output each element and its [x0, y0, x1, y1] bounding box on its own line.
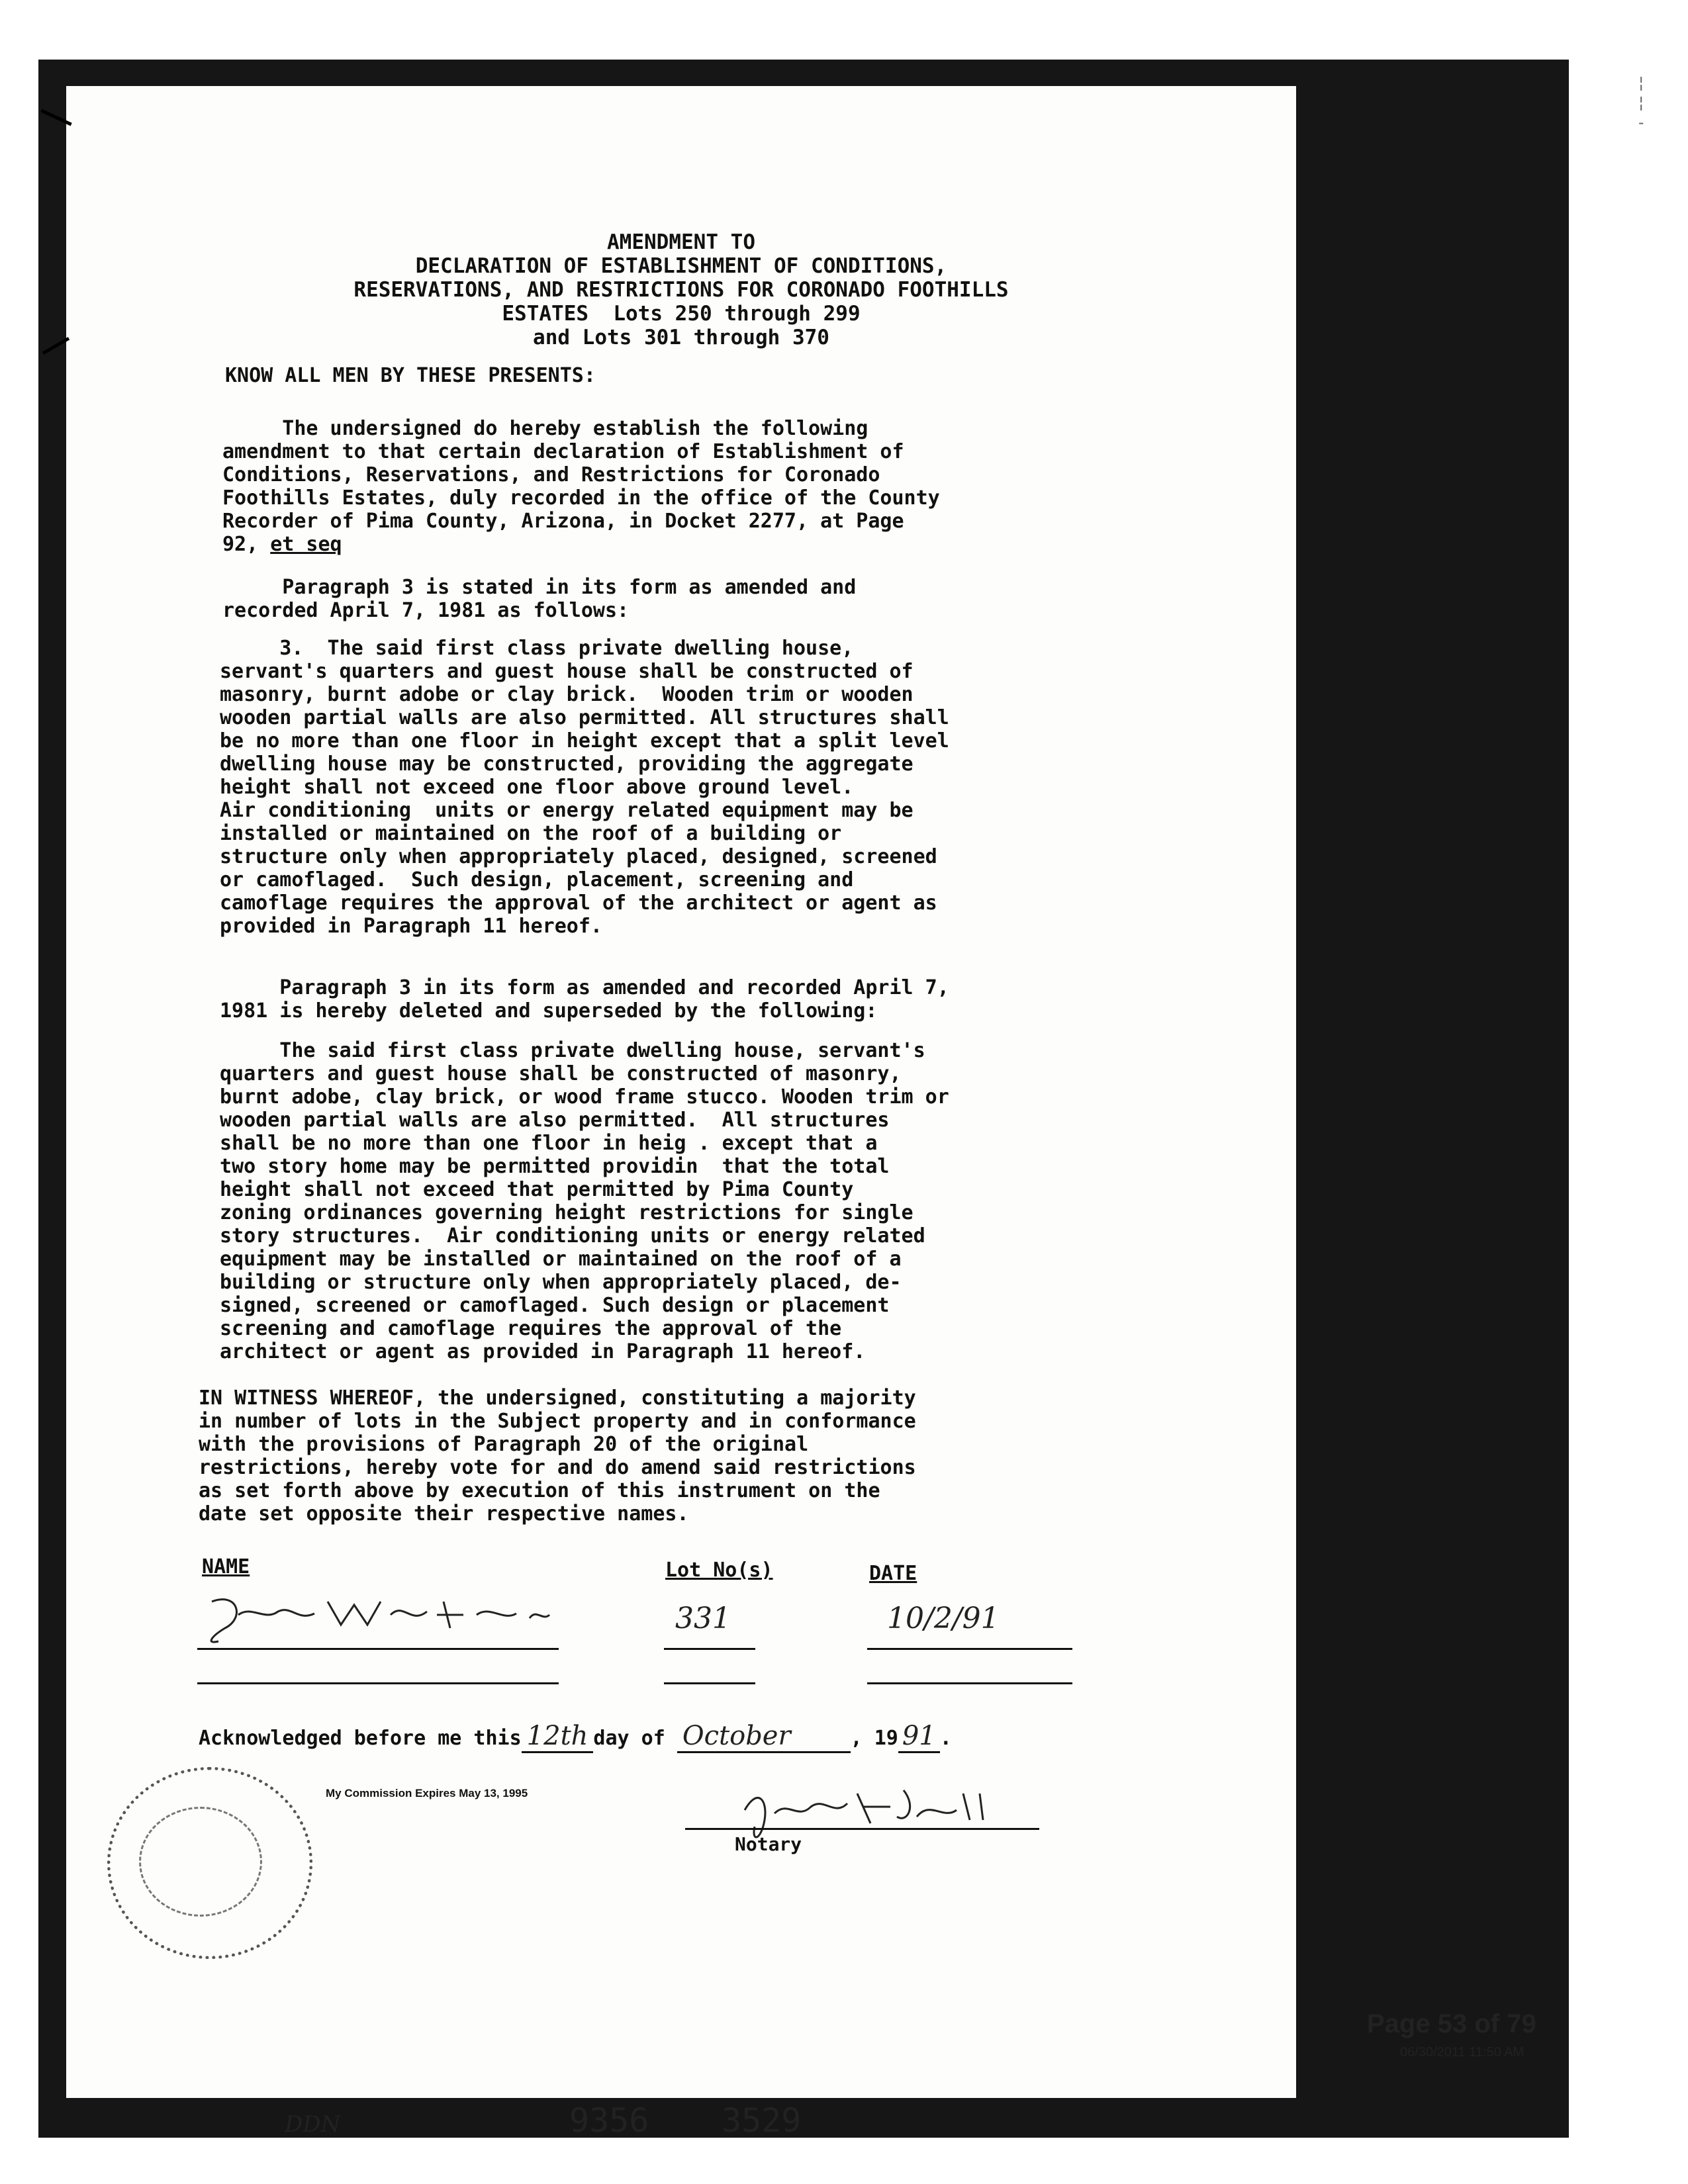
- text-line: screening and camoflage requires the approval of the: [220, 1317, 842, 1340]
- text-line: 92, et seq: [222, 533, 342, 556]
- signature-date: 10/2/91: [887, 1602, 1000, 1635]
- paragraph-deleted: [220, 976, 949, 1023]
- notary-signature-line: [685, 1828, 1039, 1830]
- text-line: quarters and guest house shall be constructed of masonry,: [220, 1062, 902, 1085]
- text-line: 1981 is hereby deleted and superseded by the following:: [220, 999, 878, 1023]
- margin-marks: ¦ ¦ -: [1636, 73, 1646, 132]
- text-line: as set forth above by execution of this instrument on the: [199, 1479, 880, 1502]
- text-line: camoflage requires the approval of the architect or agent as: [220, 891, 937, 915]
- paragraph-stated: [222, 576, 856, 622]
- lot-number: 331: [675, 1602, 731, 1635]
- paragraph-3-original: [220, 637, 949, 938]
- know-all-heading: KNOW ALL MEN BY THESE PRESENTS:: [225, 364, 596, 387]
- text-line: 3. The said first class private dwelling house,: [220, 637, 854, 660]
- text-line: Paragraph 3 is stated in its form as amended and: [222, 576, 857, 599]
- acknowledgment-line: Acknowledged before me this 12th day of October , 19 91 .: [199, 1721, 952, 1751]
- date-column-header: DATE: [869, 1562, 917, 1585]
- text-line: building or structure only when appropriately placed, de-: [220, 1271, 902, 1294]
- text-line: architect or agent as provided in Paragraph 11 hereof.: [220, 1340, 866, 1363]
- text-line: restrictions, hereby vote for and do amend said restrictions: [199, 1456, 916, 1479]
- text-line: The said first class private dwelling house, servant's: [220, 1039, 925, 1062]
- notary-seal-inner: [139, 1807, 262, 1917]
- text-line: be no more than one floor in height except that a split level: [220, 729, 949, 752]
- et-seq: et seq: [270, 533, 342, 556]
- document-title: [66, 230, 1296, 349]
- date-line: [867, 1648, 1072, 1650]
- text-line: servant's quarters and guest house shall be constructed of: [220, 660, 914, 683]
- text-line: Recorder of Pima County, Arizona, in Docket 2277, at Page: [222, 510, 904, 533]
- commission-expiry: My Commission Expires May 13, 1995: [326, 1787, 528, 1799]
- text-line: IN WITNESS WHEREOF, the undersigned, constituting a majority: [199, 1387, 916, 1410]
- signature-scribble: [199, 1588, 556, 1648]
- text-line: Foothills Estates, duly recorded in the office of the County: [222, 486, 940, 510]
- text-line: dwelling house may be constructed, providing the aggregate: [220, 752, 914, 776]
- title-line: AMENDMENT TO: [607, 230, 755, 254]
- title-line: DECLARATION OF ESTABLISHMENT OF CONDITIONS,: [415, 254, 947, 278]
- lot-column-header: Lot No(s): [665, 1559, 773, 1582]
- text-line: zoning ordinances governing height restrictions for single: [220, 1201, 914, 1224]
- text-line: wooden partial walls are also permitted. All structures shall: [220, 706, 949, 729]
- text-line: The undersigned do hereby establish the following: [222, 417, 868, 440]
- text-line: signed, screened or camoflaged. Such design or placement: [220, 1294, 890, 1317]
- text-line: with the provisions of Paragraph 20 of the original: [199, 1433, 809, 1456]
- text-line: amendment to that certain declaration of Establishment of: [222, 440, 904, 463]
- document-page: [66, 86, 1296, 2140]
- text-line: two story home may be permitted providin that the total: [220, 1155, 890, 1178]
- text-line: Conditions, Reservations, and Restrictions for Coronado: [222, 463, 880, 486]
- print-timestamp: 06/30/2011 11:50 AM: [1400, 2045, 1524, 2060]
- text-line: height shall not exceed that permitted by Pima County: [220, 1178, 854, 1201]
- title-line: ESTATES Lots 250 through 299: [502, 302, 861, 326]
- page-number: 3529: [722, 2101, 802, 2140]
- text-line: equipment may be installed or maintained on the roof of a: [220, 1248, 902, 1271]
- name-column-header: NAME: [202, 1555, 250, 1578]
- notary-signature: [679, 1780, 1023, 1853]
- text-line: installed or maintained on the roof of a building or: [220, 822, 842, 845]
- ack-year: 91: [898, 1721, 940, 1753]
- text-line: height shall not exceed one floor above ground level.: [220, 776, 854, 799]
- paragraph-3-new: [220, 1039, 949, 1363]
- initials: DDN: [285, 2111, 341, 2138]
- text-line: or camoflaged. Such design, placement, screening and: [220, 868, 854, 891]
- text-line: Air conditioning units or energy related equipment may be: [220, 799, 914, 822]
- docket-number: 9356: [569, 2101, 649, 2140]
- date-blank-line: [867, 1682, 1072, 1684]
- text-line: provided in Paragraph 11 hereof.: [220, 915, 602, 938]
- text-line: recorded April 7, 1981 as follows:: [222, 599, 630, 622]
- ack-month: October: [677, 1721, 851, 1753]
- title-line: RESERVATIONS, AND RESTRICTIONS FOR CORONADO FOOTHILLS: [353, 278, 1009, 302]
- text-line: in number of lots in the Subject property and in conformance: [199, 1410, 916, 1433]
- text-line: shall be no more than one floor in heig . except that a: [220, 1132, 878, 1155]
- name-signature-line: [197, 1648, 559, 1650]
- name-blank-line: [197, 1682, 559, 1684]
- text-line: wooden partial walls are also permitted. All structures: [220, 1109, 890, 1132]
- ack-day: 12th: [522, 1721, 594, 1753]
- text-line: date set opposite their respective names.: [199, 1502, 689, 1525]
- lot-blank-line: [664, 1682, 755, 1684]
- notary-label: Notary: [735, 1833, 802, 1855]
- text-line: structure only when appropriately placed, designed, screened: [220, 845, 937, 868]
- text-line: masonry, burnt adobe or clay brick. Wooden trim or wooden: [220, 683, 914, 706]
- text-line: Paragraph 3 in its form as amended and recorded April 7,: [220, 976, 949, 999]
- page-counter: Page 53 of 79: [1367, 2009, 1536, 2038]
- text-line: burnt adobe, clay brick, or wood frame stucco. Wooden trim or: [220, 1085, 949, 1109]
- witness-paragraph: [199, 1387, 916, 1525]
- lot-line: [664, 1648, 755, 1650]
- title-line: and Lots 301 through 370: [533, 326, 829, 349]
- text-line: story structures. Air conditioning units or energy related: [220, 1224, 925, 1248]
- paragraph-intro: [222, 417, 940, 556]
